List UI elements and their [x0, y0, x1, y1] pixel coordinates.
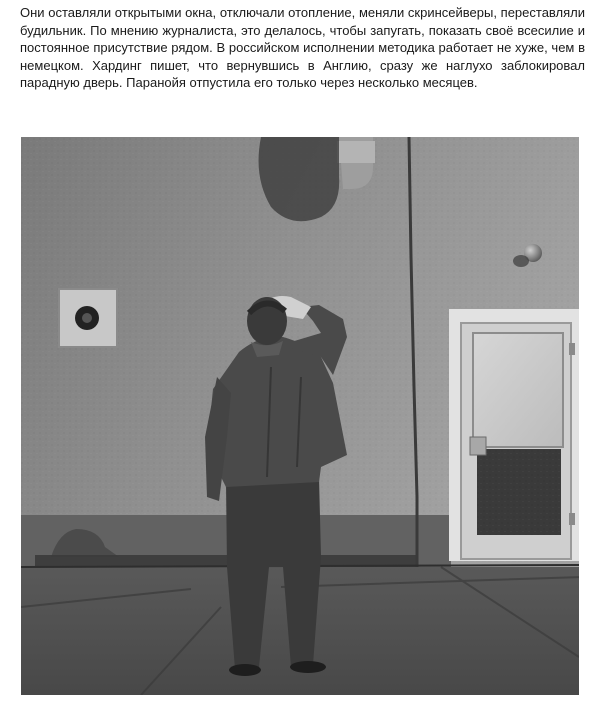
- door-handle: [470, 437, 486, 455]
- door-window: [473, 333, 563, 447]
- article-paragraph: Они оставляли открытыми окна, отключали отопление, меняли скринсейверы, переставляли будильник. По мнению журналиста, это делалось, чтобы запугать, показать своё всесилие и постоянное присутствие рядом. В российском исполнении методика работает не хуже, чем в немецком. Хардинг пишет, что вернувшись в Англию, сразу же наглухо заблокировал парадную дверь. Паранойя отпустила его только через несколько месяцев.: [20, 5, 585, 90]
- article-photo: [21, 137, 579, 695]
